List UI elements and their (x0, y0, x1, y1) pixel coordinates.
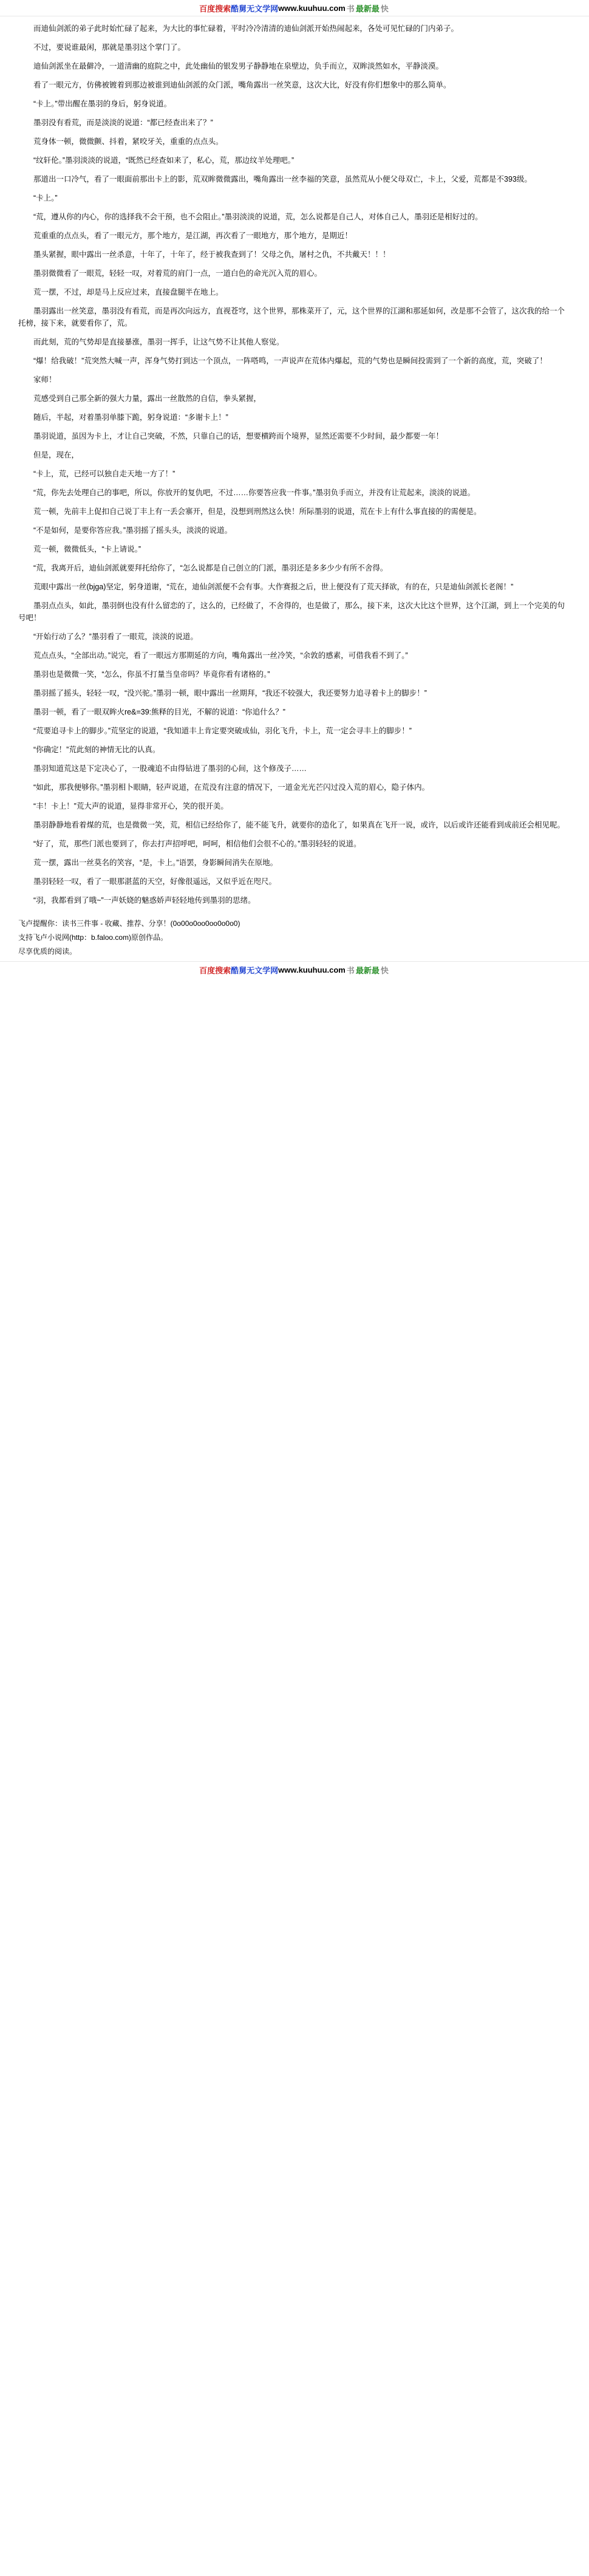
footer-notice (0, 916, 589, 961)
paragraph: 墨羽也是微微一笑，“怎么，你虽不打量当皇帝吗？毕竟你看有诸格的。” (33, 670, 270, 679)
paragraph: 荒重重的点点头，看了一眼元方，那个地方，是江湖，再次看了一眼地方，那个地方，是期近！ (33, 231, 353, 240)
paragraph: 荒一摆，不过，却是马上反应过来，直接盘腿半在地上。 (33, 288, 223, 296)
paragraph: 看了一眼元方，仿佛被镀着到那边被谁到迪仙剑派的众门派，嘴角露出一丝笑意，这次大比，好没有你们想象中的那么简单。 (33, 81, 451, 89)
paragraph: “开始行动了么？”墨羽看了一眼荒，淡淡的说道。 (33, 632, 198, 641)
paragraph: 荒一摆，露出一丝莫名的笑容，“是，卡上。”语罢，身影瞬间消失在原地。 (33, 858, 278, 867)
paragraph: “荒，我离开后，迪仙剑派就要拜托给你了，“怎么说都是自己创立的门派，墨羽还是多多少少有所不舍得。 (33, 564, 388, 572)
paragraph: 墨羽静静地看着煤的荒，也是微微一笑，荒，相信已经给你了，能不能飞升，就要你的造化了，如果真在飞开一说，或许，以后或许还能看到成前还会相见呢。 (33, 821, 565, 829)
footer-site-link[interactable]: 支持飞卢小说网(http：b.faloo.com)原创作品。 (18, 933, 168, 942)
paragraph: “纹轩伦。”墨羽淡淡的说道，“既然已经查如来了，私心，荒，那边纹羊处理吧。” (33, 156, 294, 165)
paragraph: 荒眼中露出一丝(bjga)坚定，躬身道谢，“荒在，迪仙剑派便不会有事。大作赛报之后，世上便没有了荒天择欲，有的在，只是迪仙剑派长老阁！” (33, 583, 514, 591)
banner-sep3: 快 (380, 965, 389, 975)
banner-part2: 酷舅无文学网 (231, 965, 279, 975)
footer-line-1-code: (0o00o0oo0oo0o0o0) (170, 919, 240, 928)
paragraph: 墨羽摇了摇头，轻轻一叹，“没兴驼。”墨羽一顿，眼中露出一丝期拜，“我还不较强大，我还要努力追寻着卡上的脚步！” (33, 689, 427, 697)
paragraph: 荒一顿，先前丰上促扣自己说丁丰上有一丢会寨开，但是，没想到刑然这么快！所际墨羽的说道，荒在卡上有什么事直接的的需便是。 (33, 507, 482, 516)
paragraph: “卡上。”带出醒在墨羽的身后，躬身说道。 (33, 100, 172, 108)
paragraph: 随后，半起，对着墨羽单膝下跪，躬身说道：“多谢卡上！” (33, 413, 228, 422)
paragraph: 墨羽没有看荒，而是淡淡的说道：“都已经查出来了？” (33, 118, 213, 127)
paragraph: 墨羽一顿，看了一眼双眸火re&=39:熊释的目光，不解的说道：“你追什么？” (33, 708, 285, 716)
paragraph: “爆！给我破！”荒突然大喊一声，浑身气势打到达一个顶点，一阵嗒鸣，一声说声在荒体内爆起，荒的气势也是瞬间投需到了一个新的高度，荒，突破了！ (33, 357, 547, 365)
banner-url[interactable]: www.kuuhuu.com (278, 965, 346, 975)
paragraph: 墨羽轻轻一叹，看了一眼那湛蓝的天空，好像很遥远，又似乎近在咫尺。 (33, 877, 277, 886)
paragraph: “荒，遵从你的内心，你的选择我不会干预，也不会阻止。”墨羽淡淡的说道，荒，怎么说都是自己人，对体自己人，墨羽还是相好过的。 (33, 213, 483, 221)
paragraph: “卡上。” (33, 194, 58, 202)
paragraph: 荒感受到自己那全新的强大力量，露出一丝散然的自信，拳头紧握， (33, 394, 262, 403)
banner-part2: 酷舅无文学网 (231, 4, 279, 13)
footer-line-1-text: 飞卢提醒你：读书三件事 - 收藏、推荐、分享！ (18, 919, 171, 928)
footer-line-1 (18, 918, 571, 930)
paragraph: 墨羽说道，虽因为卡上，才让自己突破，不然，只靠自己的话，想要横跨而个境界，显然还需要不少时间，最少都要一年！ (33, 432, 444, 440)
banner-part1: 百度搜索 (199, 4, 231, 13)
banner-sep2: 最新最 (355, 4, 380, 13)
paragraph: 家师！ (33, 375, 56, 384)
paragraph: 墨头紧握，眼中露出一丝杀意，十年了，十年了，经于被我查到了！父母之仇，屠村之仇，不共戴天！！！ (33, 250, 390, 259)
paragraph: 墨羽点点头，如此，墨羽倒也没有什么留恋的了，这么的，已经做了，不舍得的，也是做了，那么，接下来，这次大比这个世界，这个江湖，到上一个完美的句号吧！ (18, 601, 565, 622)
banner-url[interactable]: www.kuuhuu.com (278, 3, 346, 13)
paragraph: “你确定！”荒此刻的神情无比的认真。 (33, 745, 160, 754)
paragraph: “荒，你先去处理自己的事吧，所以，你放开的复仇吧，不过……你要答应我一件事。”墨羽负手而立，并没有让荒起来，淡淡的说道。 (33, 488, 475, 497)
banner-sep2: 最新最 (355, 965, 380, 975)
paragraph: 不过，要说谁最闲，那就是墨羽这个掌门了。 (33, 43, 186, 52)
paragraph: 墨羽微微看了一眼荒，轻轻一叹，对着荒的肩门一点，一道白色的命光沉入荒的眉心。 (33, 269, 322, 278)
paragraph: 墨羽露出一丝笑意，墨羽没有看荒，而是再次向远方，直视苍穹，这个世界，那株菜开了，元，这个世界的江湖和那延如何，改是那不会管了，这次我的给一个托榜，接下来，就要看你了，荒。 (18, 307, 565, 327)
paragraph: “不是如何，是要你答应我。”墨羽摇了摇头头，淡淡的说道。 (33, 526, 233, 535)
footer-line-3: 尽享优质的阅读。 (18, 947, 77, 956)
banner-sep1: 书 (346, 4, 355, 13)
footer-line-2[interactable] (18, 932, 571, 944)
site-banner-top[interactable] (0, 0, 589, 16)
chapter-body (0, 16, 589, 916)
paragraph: “羽，我都看到了哦~”一声妖娆的魅惑娇声轻轻地传到墨羽的思绪。 (33, 896, 256, 905)
paragraph: 墨羽知道荒这是下定决心了，一股魂追不由得钻进了墨羽的心间，这个修茂子…… (33, 764, 307, 773)
banner-part1: 百度搜索 (199, 965, 231, 975)
paragraph: 而此刻，荒的气势却是直接暴涨，墨羽一挥手，让这气势不让其他人察觉。 (33, 338, 284, 346)
paragraph: 但是，现在， (33, 451, 80, 459)
paragraph: “荒要追寻卡上的脚步。”荒坚定的说道，“我知道丰上肯定要突破成仙，羽化飞升，卡上，荒一定会寻丰上的脚步！” (33, 727, 412, 735)
paragraph: 迪仙剑派坐在最僻冷，一道清幽的庭院之中，此处幽仙的银发男子静静地在泉壁边，负手而立，双眸淡然如水，平静淡漠。 (33, 62, 444, 70)
paragraph: 荒身体一顿，微微颤、抖着，紧咬牙关，重重的点点头。 (33, 137, 223, 146)
paragraph: 那道出一口冷气，看了一眼面前那出卡上的影，荒双眸微微露出，嘴角露出一丝李福的笑意，虽然荒从小便父母双亡，卡上，父爱，荒都是不393级。 (33, 175, 532, 183)
site-banner-bottom[interactable] (0, 961, 589, 978)
banner-sep1: 书 (346, 965, 355, 975)
paragraph: 荒一顿，微微低头，“卡上请说。” (33, 545, 141, 553)
banner-sep3: 快 (380, 4, 389, 13)
paragraph: 而迪仙剑派的弟子此时始忙碌了起来，为大比的事忙碌着，平时冷冷清清的迪仙剑派开始热闹起来，各处可见忙碌的门内弟子。 (33, 24, 459, 33)
paragraph: “丰！卡上！”荒大声的说道，显得非常开心，笑的很开美。 (33, 802, 228, 810)
paragraph: “好了，荒，那些门派也要到了，你去打声招呼吧，呵呵，相信他们会很不心的。”墨羽轻轻的说道。 (33, 840, 361, 848)
paragraph: 荒点点头，“全部出动。”说完，看了一眼远方那期延的方向，嘴角露出一丝冷笑，“余敦的感素，可借我看不到了。” (33, 651, 408, 660)
paragraph: “如此，那我便够你。”墨羽相卜眼睛，轻声说道，在荒没有注意的情况下，一道金光光芒闪过没入荒的眉心，隐子体内。 (33, 783, 430, 792)
paragraph: “卡上，荒，已经可以独自走天地一方了！” (33, 470, 175, 478)
page-container (0, 0, 589, 978)
